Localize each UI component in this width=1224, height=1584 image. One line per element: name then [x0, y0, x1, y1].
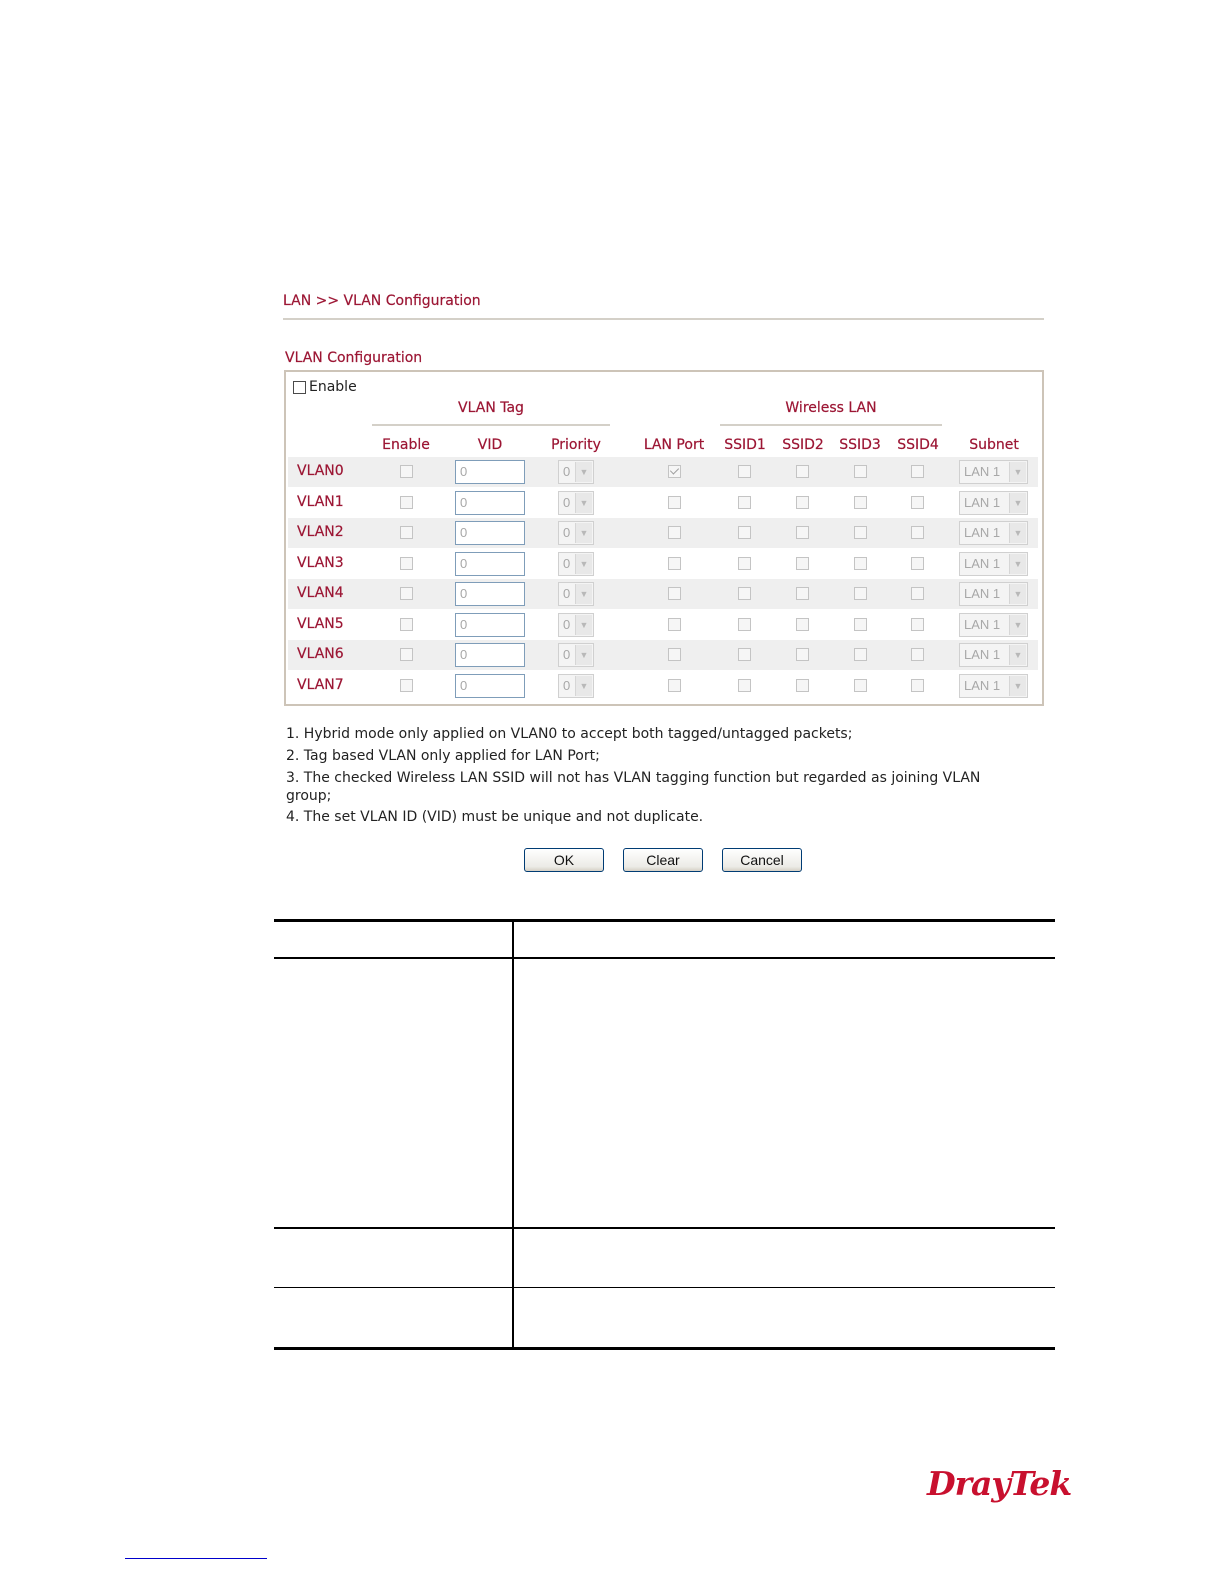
enable-checkbox[interactable] [400, 465, 413, 478]
checkbox-icon[interactable] [293, 381, 306, 394]
priority-select[interactable] [558, 521, 594, 545]
vlan-row [288, 549, 1038, 579]
ssid1-checkbox[interactable] [738, 648, 751, 661]
ssid4-checkbox[interactable] [911, 465, 924, 478]
column-header-vid: VID [477, 437, 503, 453]
priority-select[interactable] [558, 582, 594, 606]
vlan-name: VLAN7 [297, 677, 344, 693]
ssid2-checkbox[interactable] [796, 496, 809, 509]
chevron-down-icon[interactable]: ▼ [1009, 615, 1026, 635]
ssid4-checkbox[interactable] [911, 587, 924, 600]
vlan-name: VLAN4 [297, 585, 344, 601]
ssid4-checkbox[interactable] [911, 679, 924, 692]
vid-input[interactable]: 0 [455, 491, 525, 515]
ssid4-checkbox[interactable] [911, 618, 924, 631]
section-title: VLAN Configuration [285, 350, 423, 366]
ssid1-checkbox[interactable] [738, 557, 751, 570]
column-header-priority: Priority [551, 437, 601, 453]
global-enable-label: Enable [309, 379, 357, 395]
priority-value: 0 [563, 617, 571, 632]
vlan-row [288, 610, 1038, 640]
vid-input[interactable]: 0 [455, 552, 525, 576]
table-row-rule [274, 1227, 1055, 1229]
table-header-rule [274, 957, 1055, 959]
ssid1-checkbox[interactable] [738, 587, 751, 600]
subnet-value: LAN 1 [964, 586, 1001, 601]
lan-port-checkbox[interactable] [668, 465, 681, 478]
group-title-vlan-tag: VLAN Tag [458, 400, 524, 416]
ssid2-checkbox[interactable] [796, 648, 809, 661]
lan-port-checkbox[interactable] [668, 557, 681, 570]
vid-input[interactable]: 0 [455, 460, 525, 484]
breadcrumb: LAN >> VLAN Configuration [283, 293, 481, 309]
chevron-down-icon[interactable]: ▼ [1009, 584, 1026, 604]
priority-value: 0 [563, 525, 571, 540]
ssid3-checkbox[interactable] [854, 679, 867, 692]
ssid3-checkbox[interactable] [854, 465, 867, 478]
chevron-down-icon[interactable]: ▼ [1009, 493, 1026, 513]
vid-input[interactable]: 0 [455, 613, 525, 637]
ssid3-checkbox[interactable] [854, 557, 867, 570]
enable-checkbox[interactable] [400, 557, 413, 570]
table-bottom-rule [274, 1347, 1055, 1350]
lan-port-checkbox[interactable] [668, 618, 681, 631]
ssid4-checkbox[interactable] [911, 557, 924, 570]
subnet-select[interactable] [959, 491, 1028, 515]
enable-checkbox[interactable] [400, 587, 413, 600]
ssid3-checkbox[interactable] [854, 648, 867, 661]
vlan-row [288, 671, 1038, 701]
ssid2-checkbox[interactable] [796, 587, 809, 600]
note-3: 3. The checked Wireless LAN SSID will not has VLAN tagging function but regarded as joining VLAN group; [286, 770, 981, 804]
note-1: 1. Hybrid mode only applied on VLAN0 to accept both tagged/untagged packets; [286, 726, 853, 742]
priority-value: 0 [563, 586, 571, 601]
vid-input[interactable]: 0 [455, 643, 525, 667]
vlan-name: VLAN6 [297, 646, 344, 662]
priority-value: 0 [563, 678, 571, 693]
subnet-value: LAN 1 [964, 525, 1001, 540]
priority-select[interactable] [558, 552, 594, 576]
chevron-down-icon[interactable]: ▼ [1009, 676, 1026, 696]
priority-value: 0 [563, 464, 571, 479]
subnet-value: LAN 1 [964, 617, 1001, 632]
subnet-select[interactable] [959, 521, 1028, 545]
note-4: 4. The set VLAN ID (VID) must be unique and not duplicate. [286, 809, 704, 825]
vlan-row [288, 457, 1038, 487]
priority-value: 0 [563, 556, 571, 571]
ok-button[interactable]: OK [524, 848, 604, 872]
subnet-value: LAN 1 [964, 495, 1001, 510]
lan-port-checkbox[interactable] [668, 526, 681, 539]
priority-select[interactable] [558, 643, 594, 667]
ssid4-checkbox[interactable] [911, 496, 924, 509]
ssid2-checkbox[interactable] [796, 465, 809, 478]
subnet-select[interactable] [959, 552, 1028, 576]
clear-button[interactable]: Clear [623, 848, 703, 872]
ssid3-checkbox[interactable] [854, 526, 867, 539]
chevron-down-icon[interactable]: ▼ [575, 493, 592, 513]
lan-port-checkbox[interactable] [668, 679, 681, 692]
table-row-rule [274, 1287, 1055, 1288]
priority-select[interactable] [558, 613, 594, 637]
ssid4-checkbox[interactable] [911, 526, 924, 539]
vlan-name: VLAN0 [297, 463, 344, 479]
chevron-down-icon[interactable]: ▼ [575, 462, 592, 482]
enable-checkbox[interactable] [400, 679, 413, 692]
ssid3-checkbox[interactable] [854, 496, 867, 509]
vlan-row [288, 518, 1038, 548]
column-header-ssid3: SSID3 [839, 437, 881, 453]
group-divider-wireless-lan [720, 424, 942, 426]
ssid2-checkbox[interactable] [796, 526, 809, 539]
vid-input[interactable]: 0 [455, 582, 525, 606]
breadcrumb-divider [283, 318, 1044, 320]
subnet-select[interactable] [959, 674, 1028, 698]
column-header-subnet: Subnet [969, 437, 1019, 453]
vlan-name: VLAN2 [297, 524, 344, 540]
subnet-value: LAN 1 [964, 464, 1001, 479]
column-header-lan-port: LAN Port [643, 437, 705, 453]
column-header-ssid2: SSID2 [782, 437, 824, 453]
vid-input[interactable]: 0 [455, 521, 525, 545]
ssid1-checkbox[interactable] [738, 526, 751, 539]
vlan-name: VLAN3 [297, 555, 344, 571]
chevron-down-icon[interactable]: ▼ [575, 523, 592, 543]
priority-select[interactable] [558, 460, 594, 484]
lan-port-checkbox[interactable] [668, 648, 681, 661]
chevron-down-icon[interactable]: ▼ [1009, 462, 1026, 482]
subnet-select[interactable] [959, 613, 1028, 637]
global-enable-checkbox[interactable] [293, 379, 357, 395]
subnet-select[interactable] [959, 582, 1028, 606]
ssid1-checkbox[interactable] [738, 496, 751, 509]
chevron-down-icon[interactable]: ▼ [1009, 554, 1026, 574]
vlan-row [288, 640, 1038, 670]
ssid2-checkbox[interactable] [796, 618, 809, 631]
enable-checkbox[interactable] [400, 648, 413, 661]
priority-value: 0 [563, 495, 571, 510]
chevron-down-icon[interactable]: ▼ [575, 645, 592, 665]
chevron-down-icon[interactable]: ▼ [575, 554, 592, 574]
ssid1-checkbox[interactable] [738, 679, 751, 692]
priority-value: 0 [563, 647, 571, 662]
enable-checkbox[interactable] [400, 496, 413, 509]
note-2: 2. Tag based VLAN only applied for LAN Port; [286, 748, 600, 764]
ssid4-checkbox[interactable] [911, 648, 924, 661]
ssid2-checkbox[interactable] [796, 679, 809, 692]
chevron-down-icon[interactable]: ▼ [575, 676, 592, 696]
draytek-logo: DrayTek [927, 1464, 1072, 1503]
chevron-down-icon[interactable]: ▼ [575, 584, 592, 604]
vlan-row [288, 579, 1038, 609]
priority-select[interactable] [558, 491, 594, 515]
priority-select[interactable] [558, 674, 594, 698]
vlan-name: VLAN5 [297, 616, 344, 632]
vid-input[interactable]: 0 [455, 674, 525, 698]
column-header-ssid4: SSID4 [897, 437, 939, 453]
footer-rule [125, 1558, 267, 1559]
group-divider-vlan-tag [372, 424, 610, 426]
cancel-button[interactable]: Cancel [722, 848, 802, 872]
subnet-value: LAN 1 [964, 647, 1001, 662]
subnet-select[interactable] [959, 460, 1028, 484]
lan-port-checkbox[interactable] [668, 587, 681, 600]
enable-checkbox[interactable] [400, 618, 413, 631]
chevron-down-icon[interactable]: ▼ [1009, 523, 1026, 543]
ssid3-checkbox[interactable] [854, 587, 867, 600]
vlan-row [288, 488, 1038, 518]
subnet-select[interactable] [959, 643, 1028, 667]
ssid2-checkbox[interactable] [796, 557, 809, 570]
lan-port-checkbox[interactable] [668, 496, 681, 509]
column-header-ssid1: SSID1 [724, 437, 766, 453]
ssid1-checkbox[interactable] [738, 618, 751, 631]
subnet-value: LAN 1 [964, 556, 1001, 571]
chevron-down-icon[interactable]: ▼ [1009, 645, 1026, 665]
ssid1-checkbox[interactable] [738, 465, 751, 478]
ssid3-checkbox[interactable] [854, 618, 867, 631]
subnet-value: LAN 1 [964, 678, 1001, 693]
table-top-rule [274, 919, 1055, 922]
enable-checkbox[interactable] [400, 526, 413, 539]
vlan-name: VLAN1 [297, 494, 344, 510]
table-column-divider [512, 921, 514, 1349]
column-header-enable: Enable [382, 437, 430, 453]
chevron-down-icon[interactable]: ▼ [575, 615, 592, 635]
group-title-wireless-lan: Wireless LAN [785, 400, 877, 416]
